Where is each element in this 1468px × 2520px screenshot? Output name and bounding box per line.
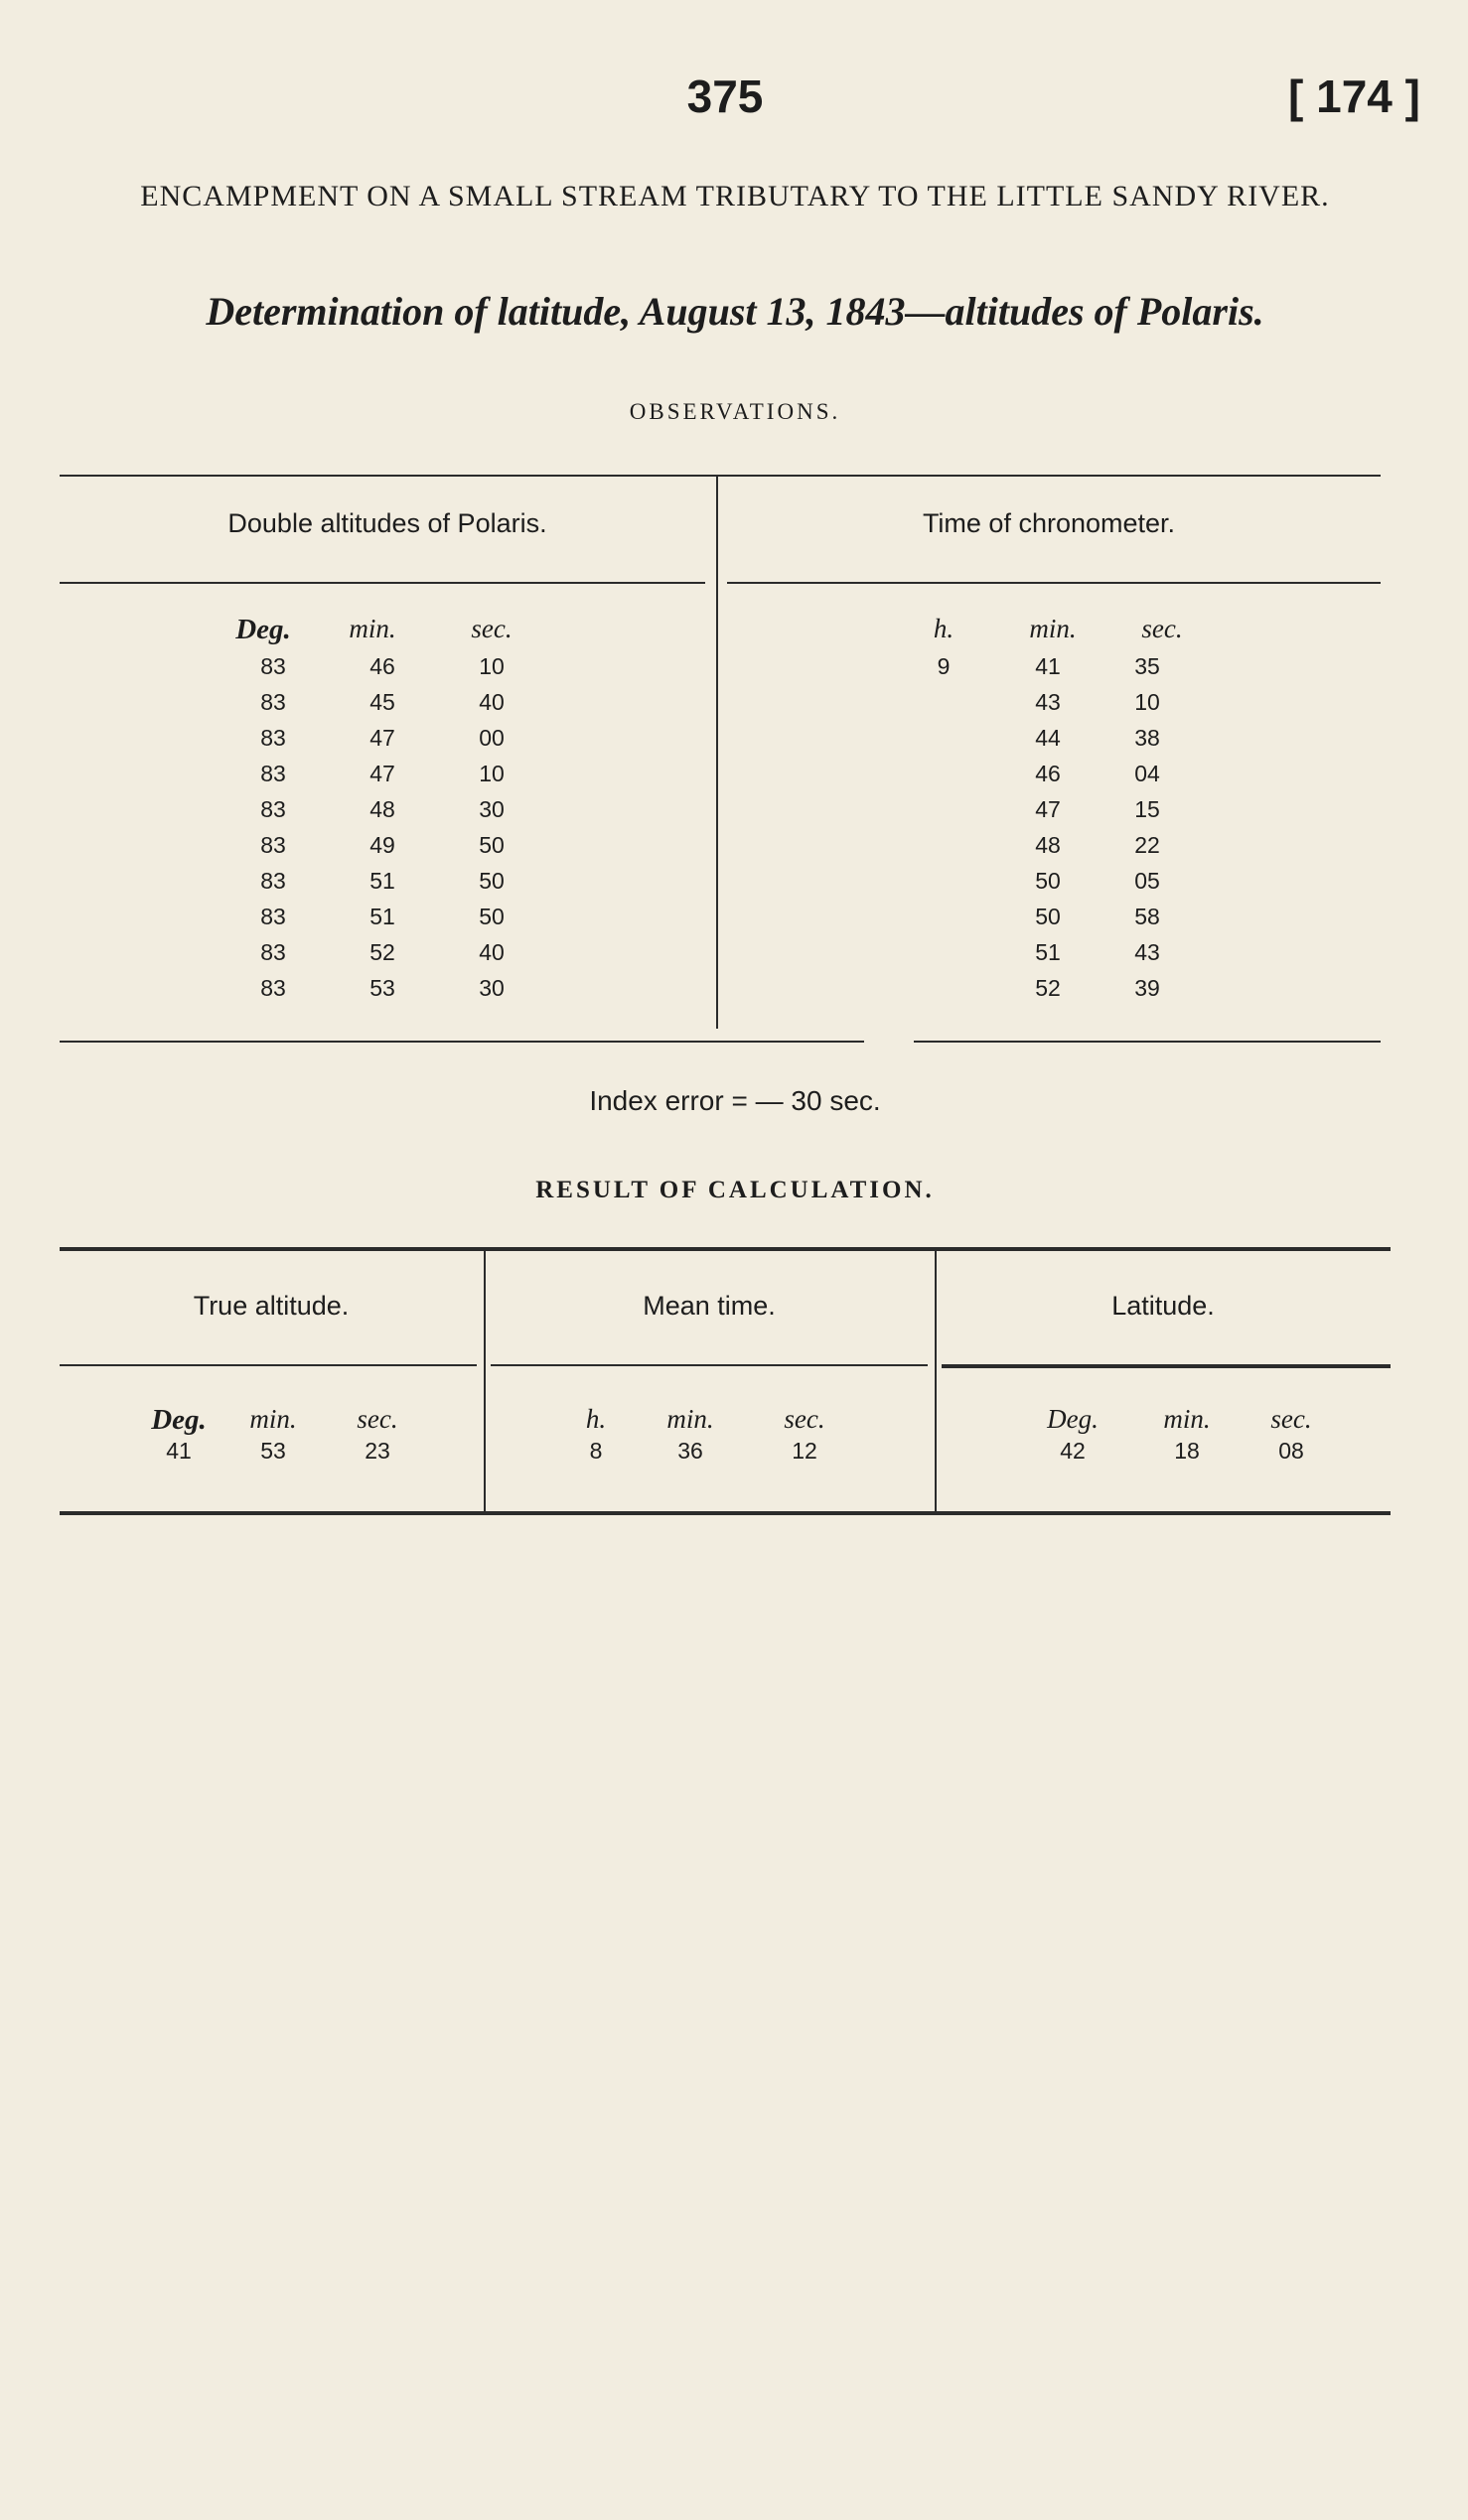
time-sec-value: 58 — [1134, 904, 1160, 929]
latitude-sec-unit: sec. — [1270, 1404, 1312, 1434]
deg-value: 83 — [260, 904, 286, 929]
deg-value: 83 — [260, 975, 286, 1001]
deg-value: 83 — [260, 761, 286, 786]
true-altitude-deg-unit: Deg. — [151, 1404, 207, 1436]
min-unit: min. — [349, 614, 396, 643]
time-sec-unit: sec. — [1141, 614, 1183, 643]
latitude-header: Latitude. — [1111, 1291, 1215, 1321]
min-value: 51 — [369, 904, 395, 929]
latitude-sec-value: 08 — [1278, 1438, 1304, 1464]
time-sec-value: 35 — [1134, 653, 1160, 679]
table-bottom-rule-left — [60, 1041, 864, 1043]
true-altitude-sec-unit: sec. — [357, 1404, 398, 1434]
table-row — [0, 689, 1468, 725]
time-min-value: 52 — [1035, 975, 1061, 1001]
mean-time-min-unit: min. — [666, 1404, 714, 1434]
hour-unit: h. — [933, 614, 954, 643]
hour-value: 9 — [937, 653, 951, 679]
table-row — [0, 939, 1468, 975]
min-value: 46 — [369, 653, 395, 679]
mean-time-min-value: 36 — [677, 1438, 703, 1464]
table-row — [0, 975, 1468, 1011]
result-top-rule — [60, 1247, 1391, 1251]
time-min-value: 50 — [1035, 868, 1061, 894]
document-number: [ 174 ] — [1288, 70, 1420, 122]
table-bottom-rule-right — [914, 1041, 1381, 1043]
result-header-rule-2 — [491, 1364, 928, 1366]
sec-value: 30 — [479, 796, 505, 822]
time-min-value: 46 — [1035, 761, 1061, 786]
deg-value: 83 — [260, 939, 286, 965]
deg-value: 83 — [260, 689, 286, 715]
table-row — [0, 904, 1468, 939]
sec-value: 30 — [479, 975, 505, 1001]
mean-time-header: Mean time. — [643, 1291, 776, 1321]
time-sec-value: 38 — [1134, 725, 1160, 751]
latitude-deg-value: 42 — [1060, 1438, 1086, 1464]
time-min-value: 48 — [1035, 832, 1061, 858]
table-row — [0, 653, 1468, 689]
deg-unit: Deg. — [235, 614, 291, 645]
time-min-value: 51 — [1035, 939, 1061, 965]
min-value: 51 — [369, 868, 395, 894]
index-error: Index error = — 30 sec. — [589, 1085, 881, 1116]
mean-time-sec-value: 12 — [792, 1438, 817, 1464]
min-value: 47 — [369, 761, 395, 786]
min-value: 45 — [369, 689, 395, 715]
table-top-rule — [60, 475, 1381, 477]
result-label: RESULT OF CALCULATION. — [535, 1177, 935, 1203]
deg-value: 83 — [260, 796, 286, 822]
sec-value: 10 — [479, 761, 505, 786]
sec-value: 50 — [479, 868, 505, 894]
sec-value: 10 — [479, 653, 505, 679]
time-min-value: 50 — [1035, 904, 1061, 929]
min-value: 53 — [369, 975, 395, 1001]
latitude-deg-unit: Deg. — [1047, 1404, 1099, 1434]
page-subheading: Determination of latitude, August 13, 1843—altitudes of Polaris. — [206, 289, 1264, 334]
result-header-rule-1 — [60, 1364, 477, 1366]
time-sec-value: 22 — [1134, 832, 1160, 858]
time-sec-value: 05 — [1134, 868, 1160, 894]
time-min-value: 44 — [1035, 725, 1061, 751]
mean-time-sec-unit: sec. — [784, 1404, 825, 1434]
sec-value: 50 — [479, 904, 505, 929]
true-altitude-min-value: 53 — [260, 1438, 286, 1464]
time-sec-value: 04 — [1134, 761, 1160, 786]
true-altitude-min-unit: min. — [249, 1404, 297, 1434]
sec-value: 00 — [479, 725, 505, 751]
deg-value: 83 — [260, 832, 286, 858]
time-sec-value: 15 — [1134, 796, 1160, 822]
mean-time-hour-value: 8 — [589, 1438, 603, 1464]
result-divider-2 — [935, 1247, 937, 1513]
table-row — [0, 761, 1468, 796]
table-row — [0, 725, 1468, 761]
table-row — [0, 796, 1468, 832]
latitude-min-value: 18 — [1174, 1438, 1200, 1464]
time-min-value: 47 — [1035, 796, 1061, 822]
observations-label: OBSERVATIONS. — [629, 399, 841, 424]
page-number: 375 — [686, 70, 764, 122]
deg-value: 83 — [260, 868, 286, 894]
min-value: 47 — [369, 725, 395, 751]
min-value: 48 — [369, 796, 395, 822]
sec-value: 40 — [479, 939, 505, 965]
min-value: 52 — [369, 939, 395, 965]
true-altitude-deg-value: 41 — [166, 1438, 192, 1464]
true-altitude-sec-value: 23 — [365, 1438, 390, 1464]
min-value: 49 — [369, 832, 395, 858]
altitude-column-header: Double altitudes of Polaris. — [227, 508, 547, 538]
deg-value: 83 — [260, 725, 286, 751]
result-bottom-rule — [60, 1511, 1391, 1515]
table-row — [0, 868, 1468, 904]
time-sec-value: 10 — [1134, 689, 1160, 715]
mean-time-hour-unit: h. — [585, 1404, 607, 1434]
time-sec-value: 43 — [1134, 939, 1160, 965]
page-heading: ENCAMPMENT ON A SMALL STREAM TRIBUTARY TO THE LITTLE SANDY RIVER. — [140, 180, 1330, 212]
header-rule-left — [60, 582, 705, 584]
time-min-unit: min. — [1029, 614, 1077, 643]
true-altitude-header: True altitude. — [193, 1291, 350, 1321]
sec-unit: sec. — [471, 614, 513, 643]
sec-value: 40 — [479, 689, 505, 715]
sec-value: 50 — [479, 832, 505, 858]
time-min-value: 43 — [1035, 689, 1061, 715]
header-rule-right — [727, 582, 1381, 584]
time-min-value: 41 — [1035, 653, 1061, 679]
latitude-min-unit: min. — [1163, 1404, 1211, 1434]
result-header-rule-3 — [942, 1364, 1391, 1368]
deg-value: 83 — [260, 653, 286, 679]
result-divider-1 — [484, 1247, 486, 1513]
time-sec-value: 39 — [1134, 975, 1160, 1001]
time-column-header: Time of chronometer. — [922, 508, 1176, 538]
table-row — [0, 832, 1468, 868]
